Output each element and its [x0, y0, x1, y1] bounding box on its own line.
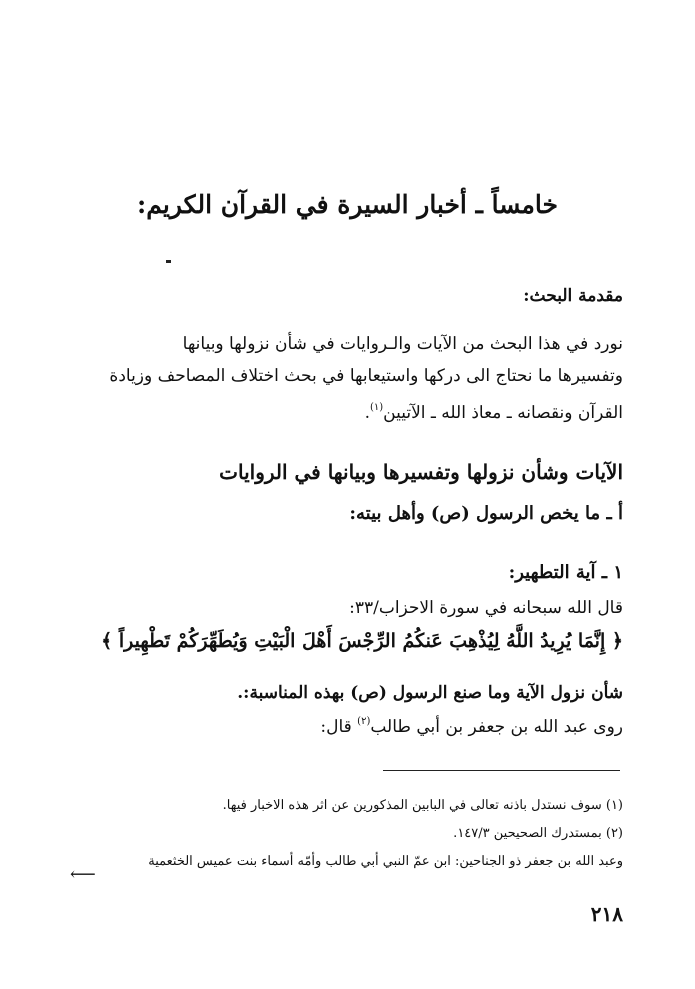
occasion-heading: شأن نزول الآية وما صنع الرسول (ص) بهذه المناسبة:.	[237, 683, 623, 703]
footnote-continuation: وعبد الله بن جعفر ذو الجناحين: ابن عمّ النبي أبي طالب وأمّه أسماء بنت عميس الخثعمية	[148, 854, 623, 869]
narration-chain-end: قال:	[320, 717, 358, 737]
intro-line-2: وتفسيرها ما نحتاج الى دركها واستيعابها في بحث اختلاف المصاحف وزيادة	[109, 366, 623, 386]
footnote-1: (١) سوف نستدل باذنه تعالى في البابين المذكورين عن اثر هذه الاخبار فيها.	[222, 798, 623, 813]
intro-line-3	[71, 392, 623, 429]
intro-line-3-text: القرآن ونقصانه ـ معاذ الله ـ الآتيين	[383, 403, 623, 423]
footnote-ref-2: (٢)	[357, 716, 371, 727]
page-number: ٢١٨	[590, 902, 623, 926]
narration-chain	[320, 716, 623, 737]
footnotes	[148, 792, 623, 876]
stray-ink-mark	[166, 260, 171, 263]
subsection-heading: أ ـ ما يخص الرسول (ص) وأهل بيته:	[349, 503, 623, 524]
item-heading: ١ ـ آية التطهير:	[508, 562, 623, 583]
intro-paragraph	[71, 328, 623, 429]
narration-chain-text: روى عبد الله بن جعفر بن أبي طالب	[370, 717, 623, 737]
intro-line-1: نورد في هذا البحث من الآيات والـروايات في شأن نزولها وبيانها	[182, 334, 623, 354]
chapter-title: خامساً ـ أخبار السيرة في القرآن الكريم:	[137, 190, 558, 219]
item-intro: قال الله سبحانه في سورة الاحزاب/٣٣:	[349, 598, 623, 618]
subheading: الآيات وشأن نزولها وتفسيرها وبيانها في الروايات	[219, 460, 623, 484]
quran-verse: ﴿ إِنَّمَا يُرِيدُ اللَّهُ لِيُذْهِبَ عَنكُمُ الرِّجْسَ أَهْلَ الْبَيْتِ وَيُطَهِّرَكُمْ تَطْهِيراً ﴾	[101, 630, 623, 652]
footnote-ref-1: (١)	[369, 402, 384, 413]
intro-line-3-end: .	[364, 403, 370, 423]
footnote-divider	[383, 770, 620, 771]
continue-arrow-icon: ⟵	[70, 864, 96, 885]
section-heading: مقدمة البحث:	[523, 286, 623, 306]
footnote-2: (٢) بمستدرك الصحيحين ١٤٧/٣.	[453, 826, 623, 841]
